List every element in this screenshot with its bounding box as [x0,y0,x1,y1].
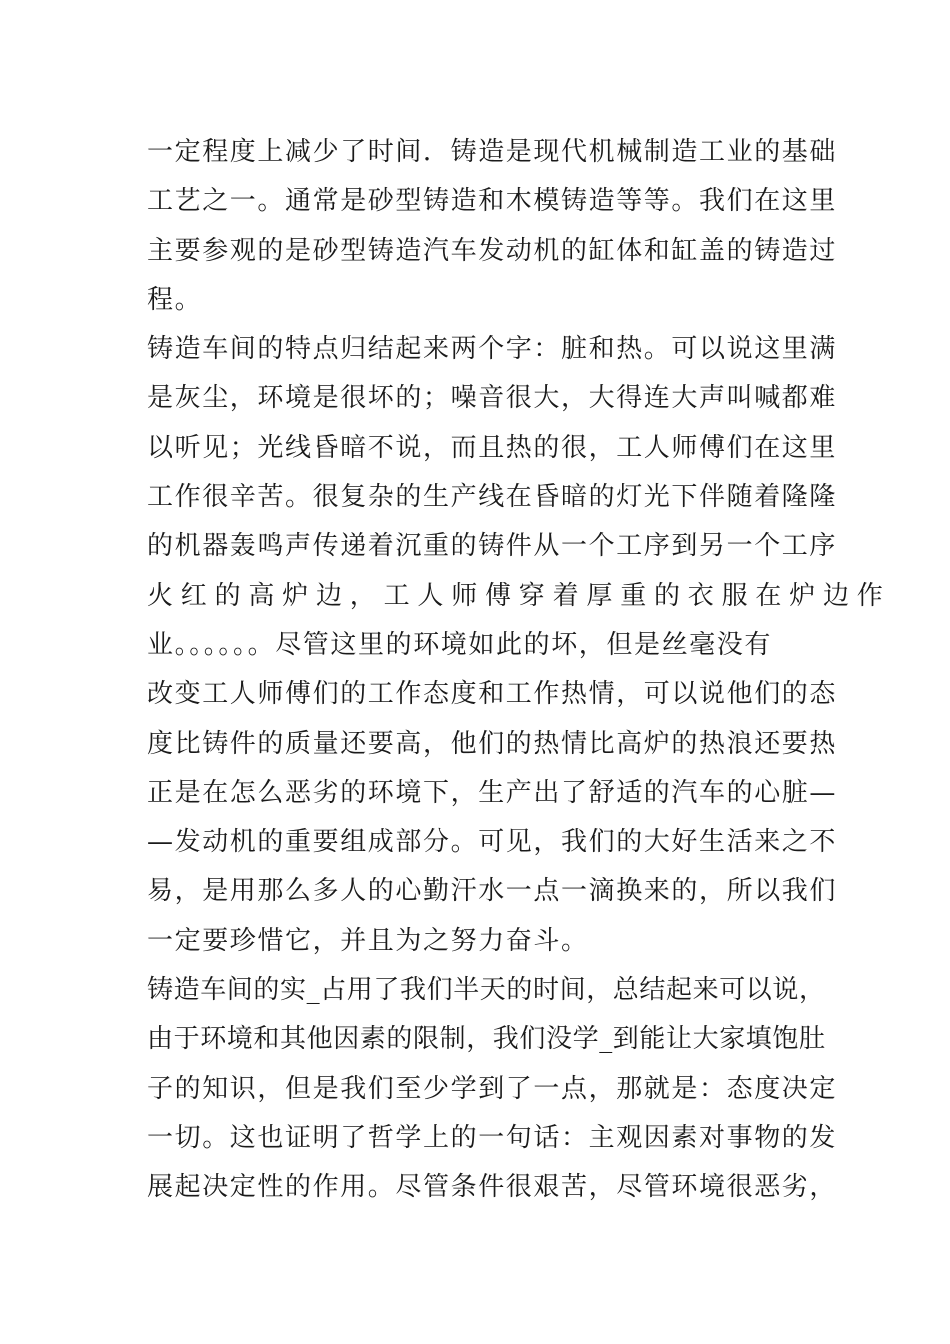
text-line: 主要参观的是砂型铸造汽车发动机的缸体和缸盖的铸造过 [147,235,838,266]
text-line: 由于环境和其他因素的限制，我们没学_到能让大家填饱肚 [147,1024,826,1055]
text-line: 铸造车间的实_占用了我们半天的时间，总结起来可以说， [147,975,826,1006]
text-line: 是灰尘，环境是很坏的；噪音很大，大得连大声叫喊都难 [147,383,838,414]
text-line: 正是在怎么恶劣的环境下，生产出了舒适的汽车的心脏— [147,777,838,808]
text-line: 以听见；光线昏暗不说，而且热的很，工人师傅们在这里 [147,432,838,463]
text-line: 一切。这也证明了哲学上的一句话：主观因素对事物的发 [147,1122,838,1153]
text-line: 易，是用那么多人的心勤汗水一点一滴换来的，所以我们 [147,876,838,907]
text-line: 的机器轰鸣声传递着沉重的铸件从一个工序到另一个工序 [147,531,838,562]
text-line: 工作很辛苦。很复杂的生产线在昏暗的灯光下伴随着隆隆 [147,482,838,513]
text-line: 改变工人师傅们的工作态度和工作热情，可以说他们的态 [147,679,838,710]
text-line: 展起决定性的作用。尽管条件很艰苦，尽管环境很恶劣， [147,1172,838,1203]
text-line: 一定程度上减少了时间．铸造是现代机械制造工业的基础 [147,137,838,167]
text-line: 工艺之一。通常是砂型铸造和木模铸造等等。我们在这里 [147,186,838,217]
text-line: 程。 [147,284,203,315]
text-line: 子的知识，但是我们至少学到了一点，那就是：态度决定 [147,1073,838,1104]
text-line: —发动机的重要组成部分。可见，我们的大好生活来之不 [147,827,838,858]
text-line: 一定要珍惜它，并且为之努力奋斗。 [147,925,589,956]
body-text [147,128,891,1213]
text-line: 铸造车间的特点归结起来两个字：脏和热。可以说这里满 [147,334,838,365]
text-line: 度比铸件的质量还要高，他们的热情比高炉的热浪还要热 [147,728,838,759]
text-line: 业。。。。。。尽管这里的环境如此的坏，但是丝毫没有 [147,629,773,660]
text-line: 火红的高炉边，工人师傅穿着厚重的衣服在炉边作 [147,580,891,611]
